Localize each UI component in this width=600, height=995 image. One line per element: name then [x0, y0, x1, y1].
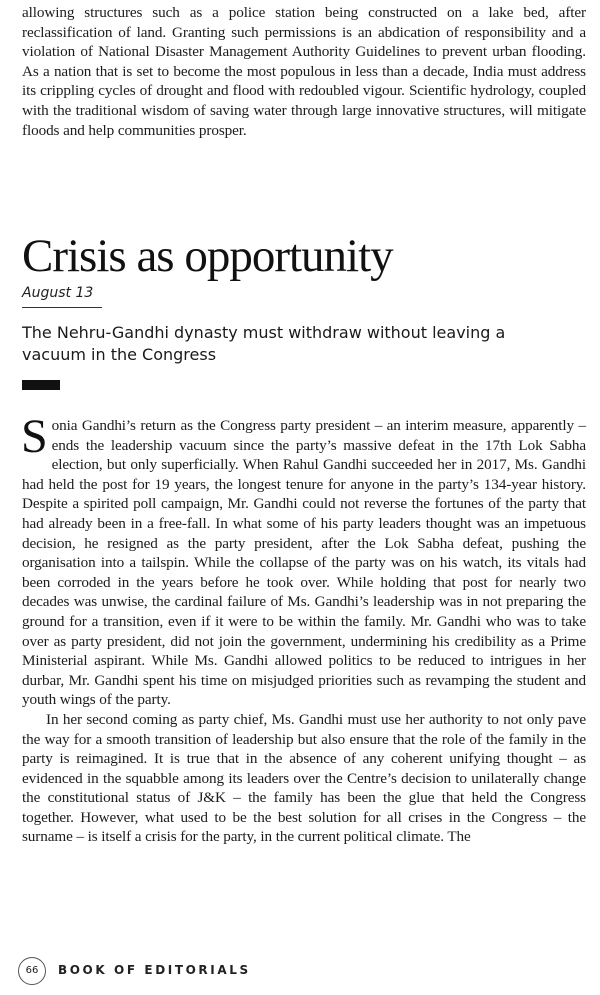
- previous-editorial-closing-paragraph: allowing structures such as a police station being constructed on a lake bed, after reclassification of land. Granting such permissions is an abdication of responsibility and a violation of National Disaster Management Authority Guidelines to prevent urban flooding. As a nation that is set to become the most populous in less than a decade, India must address its crippling cycles of drought and flood with redoubled vigour. Scientific hydrology, coupled with the traditional wisdom of saving water through large innovative structures, will mitigate floods and help communities prosper.: [22, 4, 586, 139]
- section-marker-bar: [22, 380, 60, 390]
- body-paragraph-1: [21, 410, 586, 710]
- page-number: 66: [18, 957, 46, 985]
- editorial-title: Crisis as opportunity: [22, 230, 393, 282]
- editorial-body: [21, 410, 586, 847]
- date-underline-divider: [22, 307, 102, 308]
- body-paragraph-2: In her second coming as party chief, Ms. Gandhi must use her authority to not only pave the way for a smooth transition of leadership but also ensure that the role of the family in the party is reimagined. It is true that in the absence of any coherent unifying thought – as evidenced in the squabble among its leaders over the Centre’s decision to unilaterally change the constitutional status of J&K – the family has been the glue that held the Congress together. However, what used to be the best solution for all crises in the Congress – the surname – is itself a crisis for the party, in the current political climate. The: [22, 710, 586, 846]
- book-title: BOOK OF EDITORIALS: [58, 963, 251, 977]
- editorial-standfirst: The Nehru-Gandhi dynasty must withdraw without leaving a vacuum in the Congress: [22, 323, 506, 364]
- editorial-date: August 13: [22, 285, 94, 301]
- body-paragraph-1-text: onia Gandhi’s return as the Congress party president – an interim measure, apparently – ends the leadership vacuum since the party’s massive defeat in the 17th Lok Sabha election, but only superficially. When Rahul Gandhi succeeded her in 2017, Ms. Gandhi had held the post for 19 years, the longest tenure for anyone in the party’s 134-year history. Despite a spirited poll campaign, Mr. Gandhi could not reverse the fortunes of the party that had already been in a free-fall. In what some of his party leaders thought was an impetuous decision, he resigned as the party president, after the Lok Sabha defeat, pushing the organisation into a tailspin. While the collapse of the party was on his watch, its vitals had been corroded in the years before he took over. While holding that post for nearly two decades was unwise, the cardinal failure of Ms. Gandhi’s leadership was in not preparing the ground for a transition, even if it were to be within the family. Mr. Gandhi who was to take over as party president, did not join the government, undermining his credibility as a Prime Ministerial aspirant. While Ms. Gandhi allowed politics to be reduced to intrigues in her durbar, Mr. Gandhi spent his time on misjudged priorities such as revamping the student and youth wings of the party.: [22, 417, 586, 709]
- drop-cap: S: [21, 410, 48, 463]
